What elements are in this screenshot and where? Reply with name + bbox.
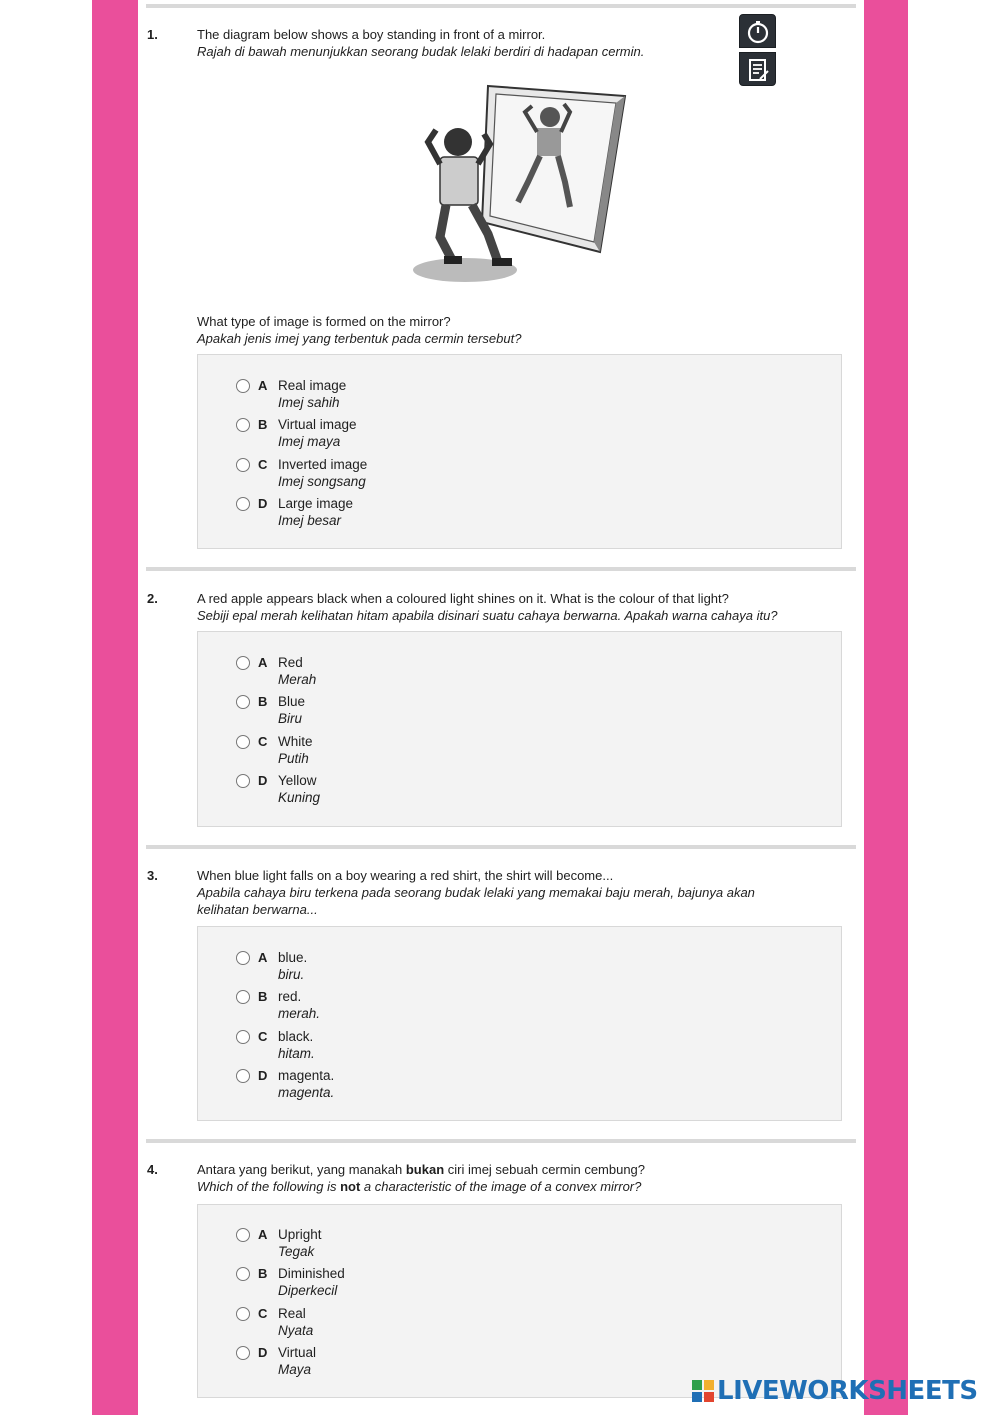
option-letter: A: [258, 950, 268, 965]
divider: [146, 4, 856, 8]
question-text-part: Antara yang berikut, yang manakah: [197, 1162, 406, 1177]
divider: [146, 567, 856, 571]
option-letter: B: [258, 1266, 268, 1281]
option-text: [278, 1226, 322, 1260]
radio-button[interactable]: [236, 735, 250, 749]
option-letter: D: [258, 496, 268, 511]
question-text: [197, 867, 807, 918]
question-text-part: a characteristic of the image of a convex mirror?: [360, 1179, 642, 1194]
option-letter: C: [258, 1029, 268, 1044]
option-text-ms: Imej songsang: [278, 474, 366, 489]
option-letter: C: [258, 734, 268, 749]
option-text: [278, 1028, 315, 1062]
option-letter: B: [258, 417, 268, 432]
radio-button[interactable]: [236, 656, 250, 670]
question-text: [197, 26, 837, 60]
option-letter: A: [258, 1227, 268, 1242]
option-text-ms: Biru: [278, 711, 303, 726]
divider: [146, 1139, 856, 1143]
option-letter: B: [258, 989, 268, 1004]
radio-button[interactable]: [236, 418, 250, 432]
option-text-en: Upright: [278, 1227, 322, 1242]
question-text: [197, 590, 847, 624]
question-text-ms: Sebiji epal merah kelihatan hitam apabila disinari suatu cahaya berwarna. Apakah warna cahaya itu?: [197, 608, 778, 623]
option-text: [278, 1067, 334, 1101]
option-letter: A: [258, 655, 268, 670]
question-number: 3.: [147, 868, 158, 883]
question-text: [197, 1161, 837, 1195]
radio-button[interactable]: [236, 990, 250, 1004]
radio-button[interactable]: [236, 458, 250, 472]
question-text-en: [197, 1178, 837, 1195]
option-text-en: black.: [278, 1029, 314, 1044]
question-subtext-en: What type of image is formed on the mirror?: [197, 314, 451, 329]
options-box: [197, 631, 842, 827]
radio-button[interactable]: [236, 379, 250, 393]
option-text-en: White: [278, 734, 313, 749]
option-text: [278, 949, 307, 983]
liveworksheets-logo[interactable]: [692, 1376, 978, 1406]
option-text-en: Virtual: [278, 1345, 317, 1360]
radio-button[interactable]: [236, 1267, 250, 1281]
option-text-en: Yellow: [278, 773, 317, 788]
radio-button[interactable]: [236, 1346, 250, 1360]
option-text: [278, 654, 316, 688]
question-text-ms: [197, 1161, 837, 1178]
question-number: 4.: [147, 1162, 158, 1177]
option-text-ms: Maya: [278, 1362, 312, 1377]
question-text-ms: Apabila cahaya biru terkena pada seorang budak lelaki yang memakai baju merah, bajunya akan kelihatan berwarna...: [197, 885, 755, 917]
logo-text: LIVEWORKSHEETS: [717, 1376, 978, 1406]
logo-mark-icon: [692, 1380, 714, 1402]
option-text-ms: Putih: [278, 751, 309, 766]
question-text-en: A red apple appears black when a coloured light shines on it. What is the colour of that light?: [197, 591, 729, 606]
option-text-en: Diminished: [278, 1266, 345, 1281]
question-text-part: Which of the following is: [197, 1179, 341, 1194]
question-text-emphasis: not: [340, 1179, 361, 1194]
radio-button[interactable]: [236, 1228, 250, 1242]
option-text: [278, 377, 346, 411]
question-number: 2.: [147, 591, 158, 606]
option-text-en: Inverted image: [278, 457, 368, 472]
radio-button[interactable]: [236, 695, 250, 709]
question-text-emphasis: bukan: [405, 1162, 445, 1177]
option-text-ms: Imej maya: [278, 434, 341, 449]
radio-button[interactable]: [236, 1069, 250, 1083]
option-text-ms: biru.: [278, 967, 305, 982]
option-text-en: Blue: [278, 694, 306, 709]
option-text-en: Virtual image: [278, 417, 357, 432]
option-text-ms: magenta.: [278, 1085, 335, 1100]
question-number: 1.: [147, 27, 158, 42]
question-text-en: When blue light falls on a boy wearing a red shirt, the shirt will become...: [197, 868, 614, 883]
option-letter: C: [258, 1306, 268, 1321]
left-pink-band: [92, 0, 138, 1415]
option-text-ms: Tegak: [278, 1244, 315, 1259]
option-text: [278, 416, 357, 450]
option-text-ms: Merah: [278, 672, 317, 687]
option-text-en: red.: [278, 989, 302, 1004]
radio-button[interactable]: [236, 951, 250, 965]
option-text-en: Real image: [278, 378, 347, 393]
option-text-ms: Imej sahih: [278, 395, 340, 410]
boy-mirror-illustration: [410, 82, 635, 297]
option-letter: A: [258, 378, 268, 393]
option-text-ms: Diperkecil: [278, 1283, 338, 1298]
radio-button[interactable]: [236, 774, 250, 788]
option-letter: B: [258, 694, 268, 709]
option-text-en: Real: [278, 1306, 306, 1321]
question-subtext-ms: Apakah jenis imej yang terbentuk pada cermin tersebut?: [197, 331, 522, 346]
option-letter: D: [258, 773, 268, 788]
radio-button[interactable]: [236, 497, 250, 511]
option-text-ms: Nyata: [278, 1323, 314, 1338]
option-text: [278, 693, 305, 727]
radio-button[interactable]: [236, 1030, 250, 1044]
option-text-ms: Imej besar: [278, 513, 342, 528]
option-letter: C: [258, 457, 268, 472]
question-text-en: The diagram below shows a boy standing in front of a mirror.: [197, 27, 546, 42]
radio-button[interactable]: [236, 1307, 250, 1321]
option-text-en: blue.: [278, 950, 308, 965]
right-pink-band: [864, 0, 908, 1415]
option-text-en: Large image: [278, 496, 354, 511]
option-text: [278, 1344, 316, 1378]
option-text: [278, 495, 353, 529]
option-text-ms: hitam.: [278, 1046, 315, 1061]
question-text-ms: Rajah di bawah menunjukkan seorang budak lelaki berdiri di hadapan cermin.: [197, 44, 645, 59]
option-text: [278, 456, 367, 490]
options-box: [197, 354, 842, 549]
option-text-ms: Kuning: [278, 790, 321, 805]
option-text-en: magenta.: [278, 1068, 335, 1083]
option-text: [278, 1265, 345, 1299]
option-letter: D: [258, 1345, 268, 1360]
options-box: [197, 1204, 842, 1398]
option-text: [278, 988, 320, 1022]
option-text: [278, 1305, 313, 1339]
option-text: [278, 733, 313, 767]
option-text: [278, 772, 320, 806]
options-box: [197, 926, 842, 1121]
option-letter: D: [258, 1068, 268, 1083]
question-text-part: ciri imej sebuah cermin cembung?: [444, 1162, 646, 1177]
option-text-ms: merah.: [278, 1006, 321, 1021]
option-text-en: Red: [278, 655, 303, 670]
question-subtext: [197, 313, 837, 347]
divider: [146, 845, 856, 849]
